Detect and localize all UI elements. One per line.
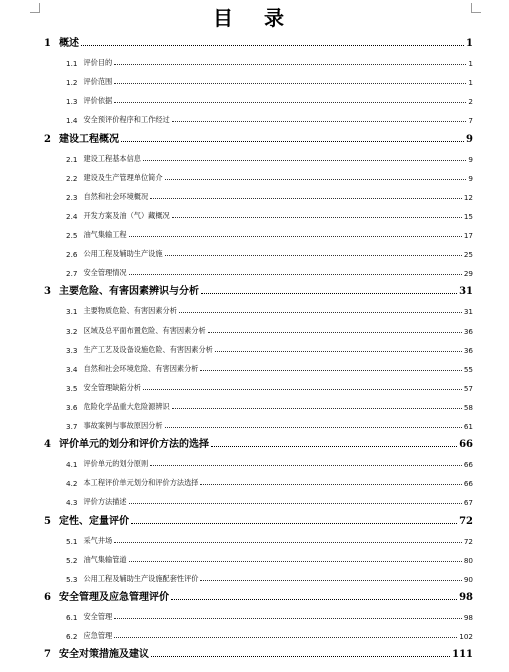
toc-dot-leader [215,351,462,352]
toc-entry-title: 自然和社会环境概况 [83,191,149,201]
toc-page-number: 36 [463,345,473,355]
toc-section-entry[interactable] [66,186,473,202]
toc-page-number: 98 [459,591,473,603]
toc-page-number: 55 [463,364,473,374]
toc-chapter-entry[interactable] [44,434,473,450]
toc-entry-title: 自然和社会环境危险、有害因素分析 [83,363,199,373]
toc-entry-number: 4 [44,439,51,451]
toc-entry-title: 公用工程及辅助生产设施配套性评价 [83,573,199,583]
toc-dot-leader [121,141,464,142]
toc-entry-number: 2 [44,133,51,145]
toc-page-number: 80 [463,555,473,565]
toc-dot-leader [200,370,461,371]
toc-section-entry[interactable] [66,320,473,336]
toc-page-number: 66 [463,460,473,470]
toc-page-number: 17 [463,231,473,240]
toc-entry-title: 建设及生产管理单位简介 [83,172,163,182]
toc-entry-title: 开发方案及油（气）藏概况 [83,210,170,220]
toc-entry-title: 生产工艺及设备设施危险、有害因素分析 [83,344,213,354]
toc-dot-leader [114,618,462,619]
toc-dot-leader [200,484,461,485]
toc-page-number: 9 [468,154,473,164]
toc-dot-leader [114,542,462,543]
toc-page-number: 102 [459,632,473,642]
toc-chapter-entry[interactable] [44,129,473,145]
toc-section-entry[interactable] [66,491,473,507]
toc-page-number: 31 [459,286,473,298]
toc-section-entry[interactable] [66,205,473,221]
toc-page-number: 111 [452,649,473,661]
toc-dot-leader [179,312,462,313]
toc-section-entry[interactable] [66,243,473,259]
toc-dot-leader [114,102,466,103]
toc-entry-title: 主要危险、有害因素辨识与分析 [58,286,199,298]
toc-entry-title: 定性、定量评价 [58,515,129,527]
toc-dot-leader [143,160,466,161]
toc-entry-number: 5.1 [66,536,78,546]
toc-page-number: 1 [468,78,473,88]
toc-section-entry[interactable] [66,167,473,183]
toc-page-number: 2 [468,97,473,107]
toc-entry-number: 6.1 [66,613,78,622]
toc-section-entry[interactable] [66,90,473,106]
toc-page-number: 15 [463,211,473,221]
toc-section-entry[interactable] [66,530,473,546]
toc-entry-title: 危险化学品重大危险源辨识 [83,401,170,411]
toc-entry-title: 安全管理情况 [83,268,127,278]
toc-page-number: 58 [463,402,473,412]
toc-entry-number: 2.4 [66,211,78,221]
toc-section-entry[interactable] [66,606,473,622]
toc-entry-title: 评价范围 [83,77,113,87]
toc-dot-leader [81,45,464,46]
toc-chapter-entry[interactable] [44,644,473,660]
toc-entry-number: 6.2 [66,632,78,642]
toc-entry-title: 评价依据 [83,96,113,106]
toc-page-number: 1 [468,59,473,69]
toc-section-entry[interactable] [66,549,473,565]
toc-entry-number: 3.3 [66,345,78,355]
toc-entry-title: 建设工程概况 [58,133,119,145]
toc-entry-number: 2.7 [66,269,78,279]
toc-entry-number: 2.3 [66,192,78,202]
toc-section-entry[interactable] [66,109,473,125]
toc-entry-number: 1.1 [66,59,78,69]
toc-section-entry[interactable] [66,625,473,641]
toc-page-number: 90 [463,574,473,584]
toc-section-entry[interactable] [66,300,473,316]
toc-entry-title: 公用工程及辅助生产设施 [83,249,163,259]
toc-entry-number: 3.2 [66,326,78,336]
toc-entry-number: 2.1 [66,154,78,164]
toc-dot-leader [165,255,462,256]
toc-dot-leader [114,64,466,65]
toc-entry-title: 采气井场 [83,535,113,545]
toc-dot-leader [143,389,462,390]
toc-entry-title: 安全对策措施及建议 [58,649,149,661]
toc-entry-title: 事故案例与事故原因分析 [83,421,163,430]
toc-entry-number: 1.4 [66,116,78,126]
toc-page-number: 61 [463,422,473,431]
toc-entry-title: 油气集输管道 [83,554,127,564]
toc-section-entry[interactable] [66,262,473,278]
toc-section-entry[interactable] [66,453,473,469]
toc-section-entry[interactable] [66,377,473,393]
toc-dot-leader [172,121,467,122]
toc-dot-leader [165,179,467,180]
toc-entry-number: 5 [44,515,51,527]
toc-entry-title: 油气集输工程 [83,230,127,239]
toc-section-entry[interactable] [66,148,473,164]
toc-dot-leader [151,656,450,657]
toc-entry-title: 评价方法描述 [83,497,127,507]
toc-page-number: 66 [463,479,473,489]
toc-dot-leader [172,217,462,218]
toc-dot-leader [129,236,462,237]
toc-page-number: 29 [463,269,473,279]
toc-dot-leader [129,561,462,562]
toc-page-number: 9 [468,173,473,183]
toc-dot-leader [200,580,461,581]
toc-page-number: 25 [463,250,473,260]
toc-entry-number: 4.3 [66,498,78,508]
toc-entry-title: 评价单元的划分原则 [83,459,149,469]
toc-section-entry[interactable] [66,339,473,355]
toc-entry-number: 5.3 [66,574,78,584]
toc-dot-leader [171,599,457,600]
toc-entry-number: 2.2 [66,173,78,183]
toc-entry-number: 6 [44,591,51,603]
toc-dot-leader [172,408,462,409]
toc-dot-leader [131,523,457,524]
toc-entry-title: 本工程评价单元划分和评价方法选择 [83,478,199,488]
toc-chapter-entry[interactable] [44,33,473,49]
toc-section-entry[interactable] [66,358,473,374]
toc-page-number: 7 [468,116,473,126]
toc-entry-title: 安全管理 [83,612,113,621]
toc-entry-number: 3.5 [66,383,78,393]
toc-entry-title: 区域及总平面布置危险、有害因素分析 [83,325,206,335]
toc-entry-number: 1.3 [66,97,78,107]
toc-section-entry[interactable] [66,568,473,584]
toc-entry-number: 3 [44,286,51,298]
toc-dot-leader [165,427,462,428]
toc-section-entry[interactable] [66,71,473,87]
toc-page-number: 57 [463,383,473,393]
toc-entry-title: 应急管理 [83,631,113,641]
toc-entry-number: 3.4 [66,364,78,374]
toc-entry-number: 2.5 [66,231,78,240]
page-title: 目 录 [213,6,296,30]
toc-page-number: 72 [459,515,473,527]
toc-page-number: 66 [459,439,473,451]
toc-dot-leader [211,446,457,447]
toc-chapter-entry[interactable] [44,511,473,527]
toc-entry-title: 主要物质危险、有害因素分析 [83,306,177,316]
toc-chapter-entry[interactable] [44,281,473,297]
toc-section-entry[interactable] [66,472,473,488]
toc-chapter-entry[interactable] [44,587,473,603]
toc-entry-title: 概述 [58,38,79,49]
toc-entry-number: 4.2 [66,479,78,489]
toc-dot-leader [150,198,462,199]
toc-entry-number: 7 [44,649,51,661]
toc-entry-number: 4.1 [66,460,78,470]
toc-page-number: 31 [463,307,473,317]
toc-dot-leader [114,637,457,638]
toc-entry-number: 5.2 [66,555,78,565]
toc-entry-number: 3.1 [66,307,78,317]
toc-page-number: 12 [463,192,473,202]
toc-entry-title: 评价目的 [83,58,113,68]
toc-page-number: 1 [466,38,473,49]
toc-dot-leader [150,465,462,466]
toc-page-number: 98 [463,613,473,622]
toc-entry-number: 3.7 [66,422,78,431]
toc-entry-title: 安全预评价程序和工作经过 [83,115,170,125]
toc-section-entry[interactable] [66,415,473,431]
toc-entry-title: 安全管理及应急管理评价 [58,591,169,603]
toc-section-entry[interactable] [66,52,473,68]
toc-entry-title: 建设工程基本信息 [83,153,141,163]
toc-dot-leader [129,274,462,275]
toc-page-number: 72 [463,536,473,546]
toc-entry-number: 3.6 [66,402,78,412]
toc-entry-title: 评价单元的划分和评价方法的选择 [58,439,209,451]
toc-dot-leader [129,503,462,504]
toc-entry-title: 安全管理缺陷分析 [83,382,141,392]
toc-section-entry[interactable] [66,224,473,240]
toc-page-number: 9 [466,133,473,145]
toc-page-number: 67 [463,498,473,508]
toc-page-number: 36 [463,326,473,336]
toc-entry-number: 1 [44,38,51,49]
toc-dot-leader [208,332,462,333]
toc-entry-number: 2.6 [66,250,78,260]
toc-entry-number: 1.2 [66,78,78,88]
toc-dot-leader [114,83,466,84]
toc-section-entry[interactable] [66,396,473,412]
toc-dot-leader [201,293,457,294]
